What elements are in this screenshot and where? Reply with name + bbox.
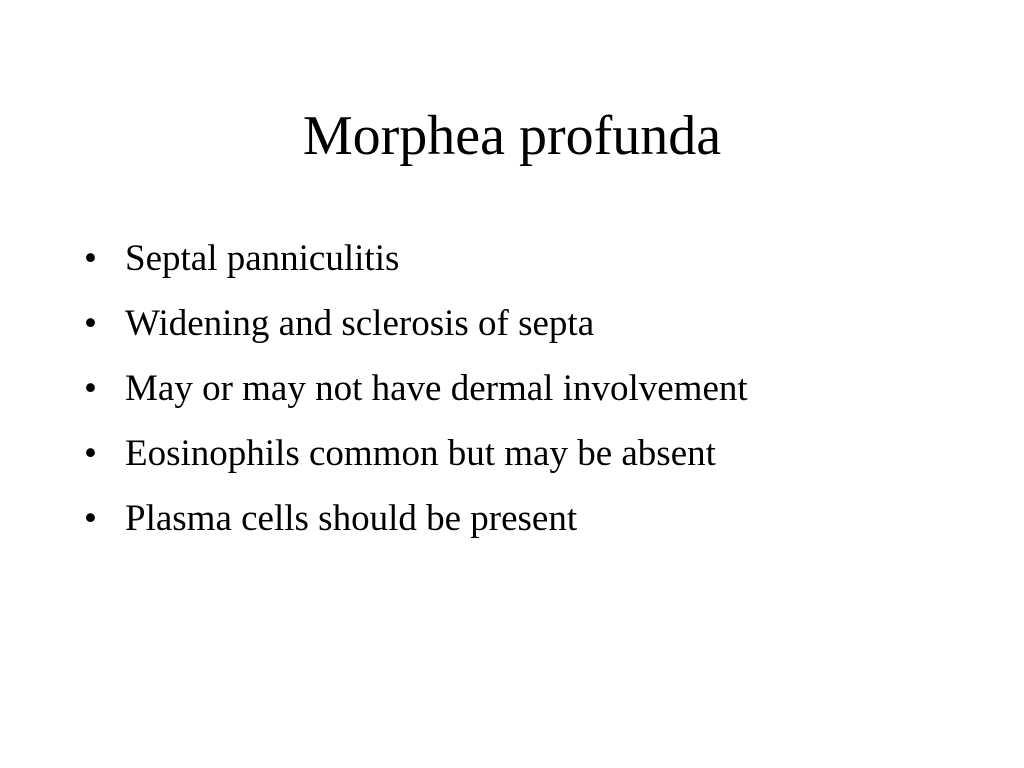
bullet-icon: • [84,368,97,409]
bullet-icon: • [84,303,97,344]
bullet-icon: • [84,498,97,539]
list-item-text: Eosinophils common but may be absent [125,433,716,474]
list-item [84,421,984,486]
list-item-text: May or may not have dermal involvement [125,368,748,409]
list-item [84,486,984,551]
list-item-text: Septal panniculitis [125,238,400,279]
list-item [84,291,984,356]
list-item [84,356,984,421]
list-item [84,226,984,291]
slide-title: Morphea profunda [302,105,722,167]
list-item-text: Plasma cells should be present [125,498,578,539]
bullet-icon: • [84,238,97,279]
list-item-text: Widening and sclerosis of septa [125,303,595,344]
bullet-list [84,226,984,551]
bullet-icon: • [84,433,97,474]
